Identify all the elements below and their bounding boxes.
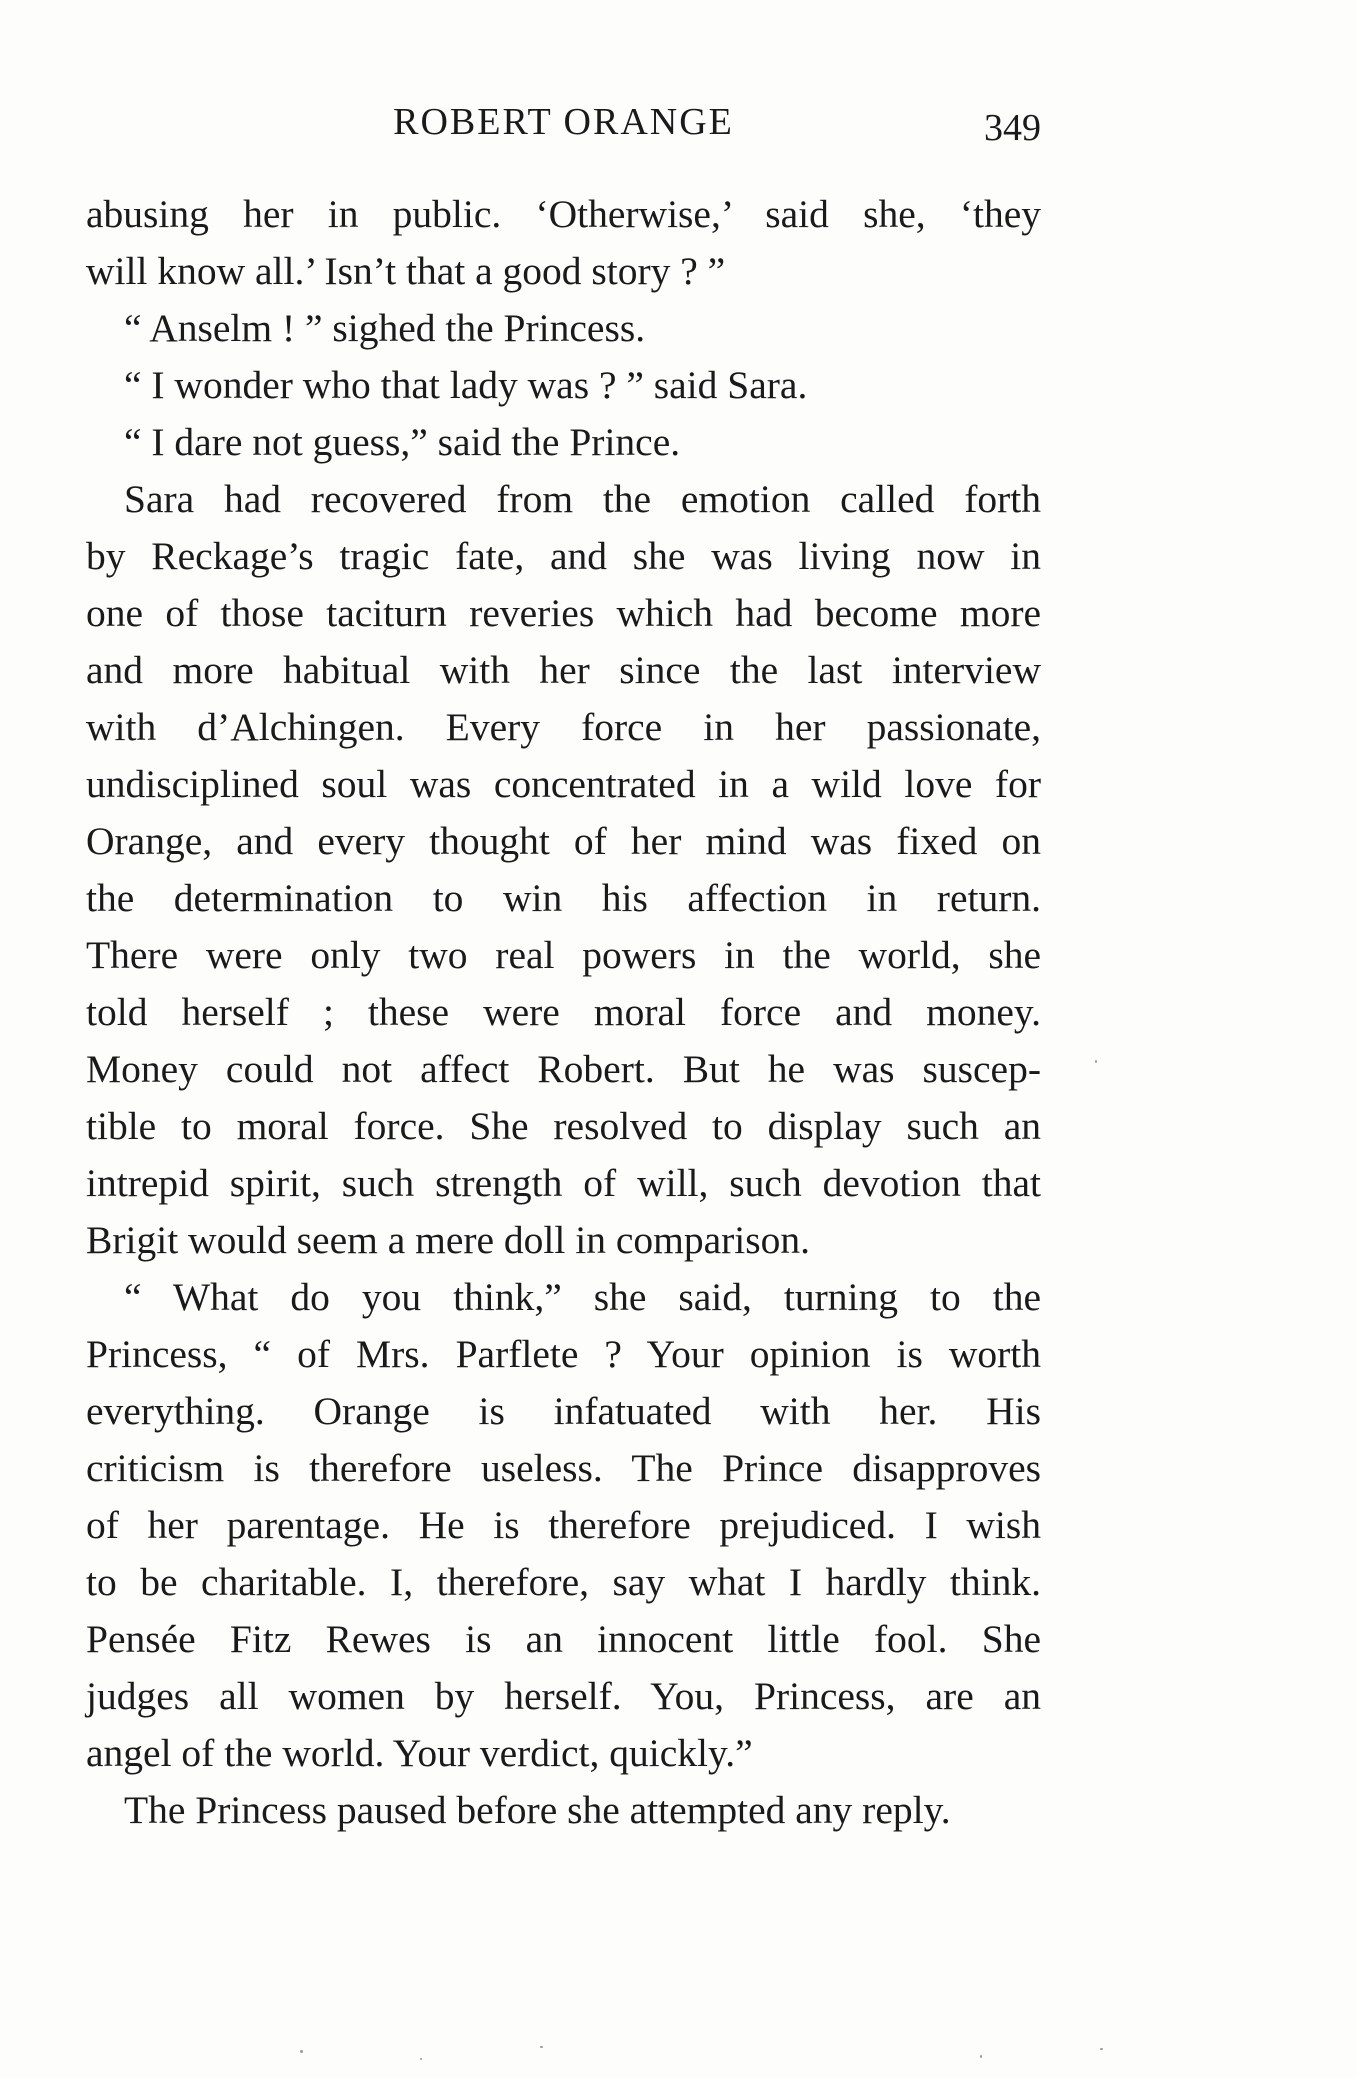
text-line: told herself ; these were moral force and money. — [86, 990, 1041, 1034]
scan-speck — [420, 2058, 422, 2060]
text-line: Princess, “ of Mrs. Parflete ? Your opinion is worth — [86, 1332, 1041, 1376]
text-line: Money could not affect Robert. But he was suscep- — [86, 1047, 1041, 1091]
scan-speck — [1100, 2048, 1103, 2050]
text-line: abusing her in public. ‘Otherwise,’ said she, ‘they — [86, 192, 1041, 236]
text-line: Orange, and every thought of her mind was fixed on — [86, 819, 1041, 863]
text-line: Sara had recovered from the emotion called forth — [124, 477, 1041, 521]
text-line: will know all.’ Isn’t that a good story ? ” — [86, 249, 726, 293]
text-line: with d’Alchingen. Every force in her passionate, — [86, 705, 1041, 749]
running-title: ROBERT ORANGE — [393, 101, 734, 143]
scan-speck — [300, 2050, 303, 2053]
text-line: There were only two real powers in the world, she — [86, 933, 1041, 977]
text-line: undisciplined soul was concentrated in a wild love for — [86, 762, 1041, 806]
text-line: judges all women by herself. You, Princess, are an — [86, 1674, 1041, 1718]
text-line: criticism is therefore useless. The Prince disapproves — [86, 1446, 1041, 1490]
text-line: Pensée Fitz Rewes is an innocent little fool. She — [86, 1617, 1041, 1661]
text-line: tible to moral force. She resolved to display such an — [86, 1104, 1041, 1148]
scan-speck — [1095, 1060, 1097, 1063]
scan-speck — [980, 2055, 982, 2058]
text-line: Brigit would seem a mere doll in comparison. — [86, 1218, 811, 1262]
running-head — [86, 100, 1041, 150]
text-line: of her parentage. He is therefore prejudiced. I wish — [86, 1503, 1041, 1547]
text-line: angel of the world. Your verdict, quickly.” — [86, 1731, 753, 1775]
text-line: The Princess paused before she attempted any reply. — [124, 1788, 951, 1832]
text-line: everything. Orange is infatuated with her. His — [86, 1389, 1041, 1433]
body-text — [86, 186, 1041, 1839]
text-line: “ Anselm ! ” sighed the Princess. — [124, 306, 646, 350]
text-line: “ What do you think,” she said, turning to the — [124, 1275, 1041, 1319]
text-line: intrepid spirit, such strength of will, such devotion that — [86, 1161, 1041, 1205]
text-line: by Reckage’s tragic fate, and she was living now in — [86, 534, 1041, 578]
text-line: “ I wonder who that lady was ? ” said Sara. — [124, 363, 808, 407]
text-line: one of those taciturn reveries which had become more — [86, 591, 1041, 635]
text-line: and more habitual with her since the last interview — [86, 648, 1041, 692]
text-line: “ I dare not guess,” said the Prince. — [124, 420, 681, 464]
scan-speck — [540, 2046, 543, 2048]
page-number: 349 — [984, 107, 1041, 149]
text-line: the determination to win his affection in return. — [86, 876, 1041, 920]
text-line: to be charitable. I, therefore, say what I hardly think. — [86, 1560, 1041, 1604]
